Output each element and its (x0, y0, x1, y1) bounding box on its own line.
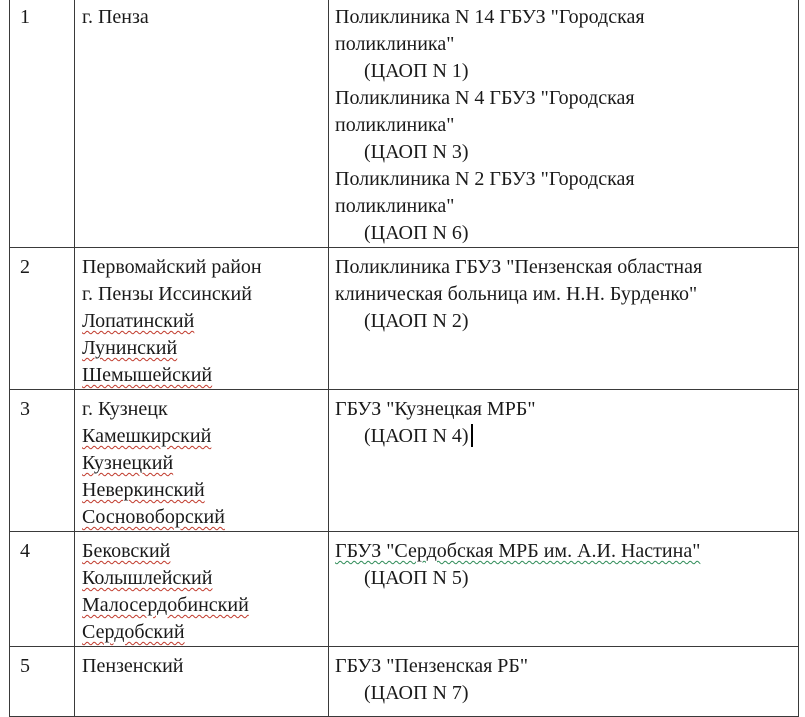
institution-line: Поликлиника N 14 ГБУЗ "Городская (335, 6, 645, 28)
row-number-cell[interactable] (10, 532, 75, 647)
area-line: Лунинский (82, 337, 178, 359)
area-line: Сердобский (82, 621, 185, 643)
area-line: Шемышейский (82, 364, 213, 386)
row-number: 4 (20, 540, 30, 562)
row-number: 2 (20, 256, 30, 278)
area-line: Лопатинский (82, 310, 195, 332)
table-row (10, 0, 799, 248)
institution-line: Поликлиника ГБУЗ "Пензенская областная (335, 256, 703, 278)
row-number-cell[interactable] (10, 248, 75, 390)
institution-line: клиническая больница им. Н.Н. Бурденко" (335, 283, 698, 305)
institution-line: ГБУЗ "Сердобская МРБ им. А.И. Настина" (335, 540, 701, 562)
table-row (10, 248, 799, 390)
center-code-line (335, 423, 792, 450)
area-line: Малосердобинский (82, 594, 249, 616)
area-line: Камешкирский (82, 425, 212, 447)
area-cell[interactable] (75, 390, 329, 532)
area-line: г. Пенза (82, 6, 149, 28)
institution-cell[interactable] (329, 647, 799, 717)
row-number: 5 (20, 655, 30, 677)
institution-line: поликлиника" (335, 33, 455, 55)
center-code: (ЦАОП N 5) (364, 567, 469, 589)
institution-line: Поликлиника N 2 ГБУЗ "Городская (335, 168, 635, 190)
row-number: 1 (20, 6, 30, 28)
oncology-centers-table (9, 0, 799, 717)
area-line: Неверкинский (82, 479, 205, 501)
institution-cell[interactable] (329, 248, 799, 390)
institution-line: ГБУЗ "Пензенская РБ" (335, 655, 529, 677)
area-cell[interactable] (75, 248, 329, 390)
row-number-cell[interactable] (10, 390, 75, 532)
center-code: (ЦАОП N 2) (364, 310, 469, 332)
center-code: (ЦАОП N 4) (364, 425, 469, 447)
institution-cell[interactable] (329, 0, 799, 248)
area-line: Колышлейский (82, 567, 213, 589)
center-code: (ЦАОП N 7) (364, 682, 469, 704)
row-number-cell[interactable] (10, 0, 75, 248)
area-cell[interactable] (75, 647, 329, 717)
table-row (10, 390, 799, 532)
institution-line: поликлиника" (335, 195, 455, 217)
institution-line: Поликлиника N 4 ГБУЗ "Городская (335, 87, 635, 109)
institution-cell[interactable] (329, 532, 799, 647)
institution-cell[interactable] (329, 390, 799, 532)
area-line: Первомайский район (82, 256, 262, 278)
area-line: г. Кузнецк (82, 398, 168, 420)
table-row (10, 532, 799, 647)
area-line: Кузнецкий (82, 452, 174, 474)
area-cell[interactable] (75, 532, 329, 647)
table-row (10, 647, 799, 717)
area-line: Бековский (82, 540, 171, 562)
center-code: (ЦАОП N 6) (364, 222, 469, 244)
center-code: (ЦАОП N 1) (364, 60, 469, 82)
area-cell[interactable] (75, 0, 329, 248)
area-line: г. Пензы Иссинский (82, 283, 252, 305)
institution-line: поликлиника" (335, 114, 455, 136)
row-number-cell[interactable] (10, 647, 75, 717)
text-cursor (471, 424, 473, 447)
area-line: Сосновоборский (82, 506, 225, 528)
institution-line: ГБУЗ "Кузнецкая МРБ" (335, 398, 536, 420)
row-number: 3 (20, 398, 30, 420)
center-code: (ЦАОП N 3) (364, 141, 469, 163)
area-line: Пензенский (82, 655, 184, 677)
